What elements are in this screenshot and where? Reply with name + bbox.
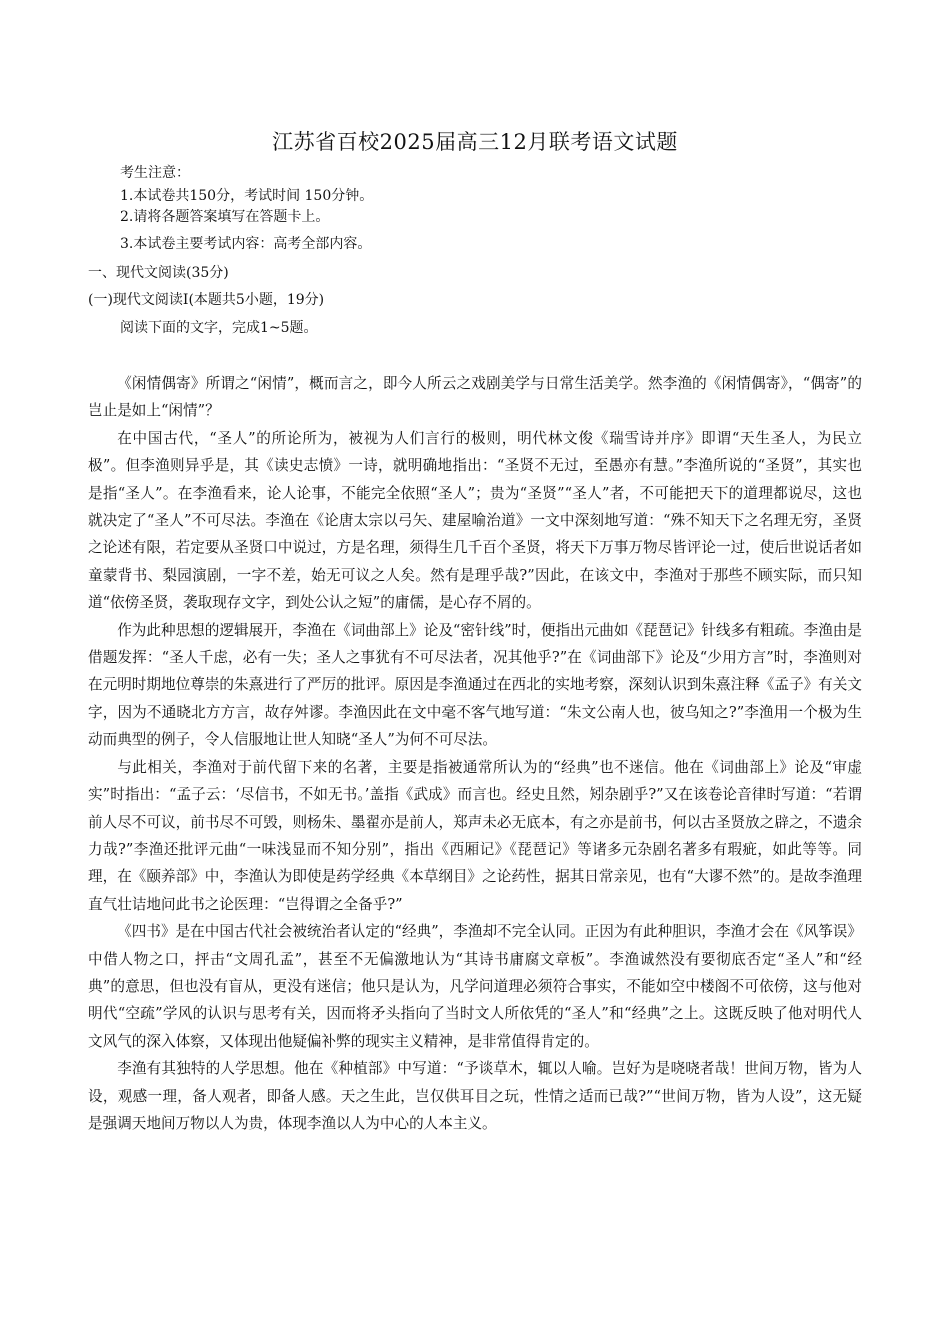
- exam-title: 江苏省百校2025届高三12月联考语文试题: [272, 130, 678, 154]
- paragraph-1: 《闲情偶寄》所谓之“闲情”，概而言之，即今人所云之戏剧美学与日常生活美学。然李渔的《闲情偶寄》，“偶寄”的岂止是如上“闲情”？: [88, 375, 862, 420]
- paragraph-3: 作为此种思想的逻辑展开，李渔在《词曲部上》论及“密针线”时，便指出元曲如《琵琶记》针线多有粗疏。李渔由是借题发挥：“圣人千虑，必有一失；圣人之事犹有不可尽法者，况其他乎?”在《词曲部下》论及“少用方言”时，李渔则对在元明时期地位尊崇的朱熹进行了严厉的批评。原因是李渔通过在西北的实地考察，深刻认识到朱熹注释《孟子》有关文字，因为不通晓北方方言，故存舛谬。李渔因此在文中毫不客气地写道：“朱文公南人也，彼乌知之?”李渔用一个极为生动而典型的例子，令人信服地让世人知晓“圣人”为何不可尽法。: [88, 621, 862, 749]
- notice-heading: 考生注意：: [120, 165, 190, 181]
- notice-item-1: 1.本试卷共150分，考试时间 150分钟。: [120, 188, 374, 204]
- notice-item-3: 3.本试卷主要考试内容：高考全部内容。: [120, 236, 372, 252]
- notice-item-2: 2.请将各题答案填写在答题卡上。: [120, 209, 330, 225]
- subsection-heading: (一)现代文阅读Ⅰ(本题共5小题，19分): [88, 292, 325, 308]
- paragraph-5: 《四书》是在中国古代社会被统治者认定的“经典”，李渔却不完全认同。正因为有此种胆识，李渔才会在《风筝误》中借人物之口，抨击“文周孔孟”，甚至不无偏激地认为“其诗书庸腐文章板”。李渔诚然没有要彻底否定“圣人”和“经典”的意思，但也没有盲从，更没有迷信；他只是认为，凡学问道理必须符合事实，不能如空中楼阁不可依傍，这与他对明代“空疏”学风的认识与思考有关，因而将矛头指向了当时文人所依凭的“圣人”和“经典”之上。这既反映了他对明代人文风气的深入体察，又体现出他疑偏补弊的现实主义精神，是非常值得肯定的。: [88, 923, 862, 1050]
- section-heading: 一、现代文阅读(35分): [88, 265, 229, 281]
- reading-passage: [88, 370, 862, 1137]
- paragraph-6: 李渔有其独特的人学思想。他在《种植部》中写道：“予谈草木，辄以人喻。岂好为是哓哓者哉！世间万物，皆为人设，观感一理，备人观者，即备人感。天之生此，岂仅供耳目之玩，性情之适而已哉?”“世间万物，皆为人设”，这无疑是强调天地间万物以人为贵，体现李渔以人为中心的人本主义。: [88, 1060, 862, 1132]
- reading-instruction: 阅读下面的文字，完成1~5题。: [120, 320, 318, 336]
- paragraph-2: 在中国古代，“圣人”的所论所为，被视为人们言行的极则，明代林文俊《瑞雪诗并序》即谓“天生圣人，为民立极”。但李渔则异乎是，其《读史志愤》一诗，就明确地指出：“圣贤不无过，至愚亦有慧。”李渔所说的“圣贤”，其实也是指“圣人”。在李渔看来，论人论事，不能完全依照“圣人”；贵为“圣贤”“圣人”者，不可能把天下的道理都说尽，这也就决定了“圣人”不可尽法。李渔在《论唐太宗以弓矢、建屋喻治道》一文中深刻地写道：“殊不知天下之名理无穷，圣贤之论述有限，若定要从圣贤口中说过，方是名理，须得生几千百个圣贤，将天下万事万物尽皆评论一过，使后世说话者如童蒙背书、梨园演剧，一字不差，始无可议之人矣。然有是理乎哉?”因此，在该文中，李渔对于那些不顾实际，而只知道“依傍圣贤，袭取现存文字，到处公认之短”的庸儒，是心存不屑的。: [88, 429, 862, 612]
- paragraph-4: 与此相关，李渔对于前代留下来的名著，主要是指被通常所认为的“经典”也不迷信。他在《词曲部上》论及“审虚实”时指出：“孟子云：‘尽信书，不如无书。’盖指《武成》而言也。经史且然，矧杂剧乎?”又在该卷论音律时写道：“若谓前人尽不可议，前书尽不可毁，则杨朱、墨翟亦是前人，郑声未必无底本，有之亦是前书，何以古圣贤放之辟之，不遗余力哉?”李渔还批评元曲“一味浅显而不知分别”，指出《西厢记》《琵琶记》等诸多元杂剧名著多有瑕疵，如此等等。同理，在《颐养部》中，李渔认为即使是药学经典《本草纲目》之论药性，据其日常亲见，也有“大谬不然”的。是故李渔理直气壮诘地问此书之论医理：“岂得谓之全备乎?”: [88, 758, 862, 913]
